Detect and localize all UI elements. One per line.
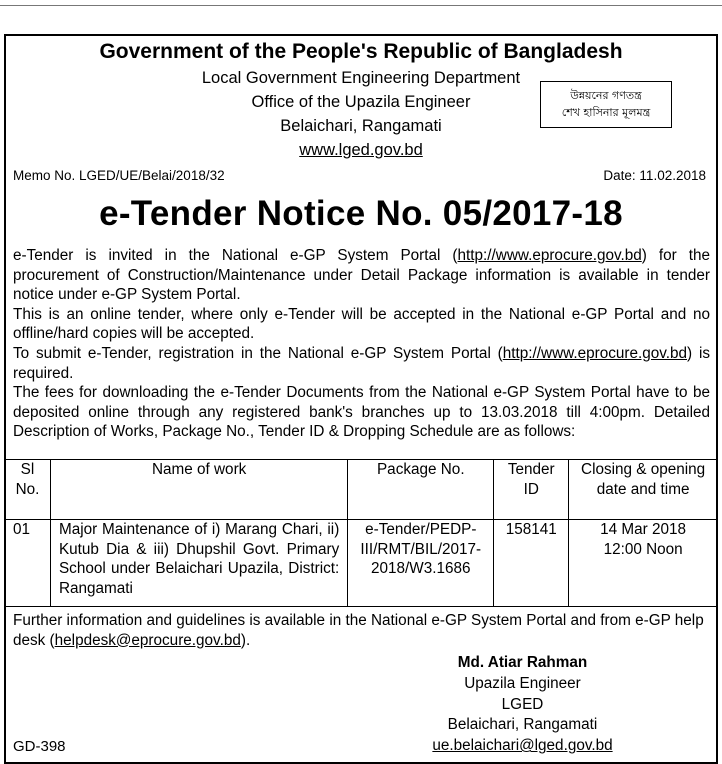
- notice-body: [13, 246, 710, 442]
- header-tender-id: Tender ID: [494, 460, 569, 520]
- table-row: [5, 520, 718, 607]
- paragraph-2: This is an online tender, where only e-Tender will be accepted in the National e-GP Portal and no offline/hard copies will be accepted.: [13, 305, 710, 343]
- slogan-line-2: শেখ হাসিনার মূলমন্ত্র: [561, 106, 651, 119]
- office-location: Belaichari, Rangamati: [280, 117, 442, 135]
- government-title: Government of the People's Republic of Bangladesh: [99, 40, 623, 63]
- notice-date: Date: 11.02.2018: [603, 168, 706, 183]
- signatory-email-link[interactable]: ue.belaichari@lged.gov.bd: [432, 737, 613, 755]
- slogan-line-1: উন্নয়নের গণতন্ত্র: [570, 89, 642, 102]
- paragraph-1: e-Tender is invited in the National e-GP System Portal (http://www.eprocure.gov.bd) for the procurement of Construction/Maintenance under Detail Package information is available in tender notice under e-GP System Portal.: [13, 247, 710, 304]
- slogan-box: [540, 81, 672, 128]
- gd-number: GD-398: [13, 738, 66, 755]
- department-name: Local Government Engineering Department: [201, 69, 521, 87]
- signatory-name: Md. Atiar Rahman: [457, 654, 588, 671]
- cell-work: Major Maintenance of i) Marang Chari, ii) Kutub Dia & iii) Dhupshil Govt. Primary School under Belaichari Upazila, District: Rangamati: [50, 520, 347, 607]
- notice-title: e-Tender Notice No. 05/2017-18: [99, 194, 623, 233]
- header-work: Name of work: [50, 460, 347, 520]
- header-sl: Sl No.: [5, 460, 51, 520]
- further-info: Further information and guidelines is available in the National e-GP System Portal and from e-GP help desk (helpdesk@eprocure.gov.bd).: [13, 612, 704, 649]
- office-name: Office of the Upazila Engineer: [251, 93, 471, 111]
- cell-closing-date: 14 Mar 2018 12:00 Noon: [569, 520, 718, 607]
- signatory-location: Belaichari, Rangamati: [447, 716, 598, 734]
- paragraph-4: The fees for downloading the e-Tender Documents from the National e-GP System Portal have to be deposited online through any registered bank's branches up to 13.03.2018 till 4:00pm. Detailed Description of Works, Package No., Tender ID & Dropping Schedule are as follows:: [13, 384, 710, 441]
- eprocure-link[interactable]: http://www.eprocure.gov.bd: [502, 344, 688, 362]
- signature-block: [400, 653, 645, 757]
- cell-tender-id: 158141: [494, 520, 569, 607]
- paragraph-3: To submit e-Tender, registration in the National e-GP System Portal (http://www.eprocure.gov.bd) is required.: [13, 344, 710, 382]
- signatory-org: LGED: [501, 695, 544, 713]
- website-link[interactable]: www.lged.gov.bd: [299, 141, 423, 159]
- table-header-row: [5, 460, 718, 520]
- cell-package: e-Tender/PEDP-III/RMT/BIL/2017-2018/W3.1686: [348, 520, 494, 607]
- memo-number: Memo No. LGED/UE/Belai/2018/32: [13, 168, 225, 183]
- tender-table: [4, 459, 718, 607]
- cell-sl: 01: [5, 520, 51, 607]
- eprocure-link[interactable]: http://www.eprocure.gov.bd: [457, 247, 642, 264]
- header-closing-date: Closing & opening date and time: [569, 460, 718, 520]
- top-rule: [0, 5, 722, 6]
- header-package: Package No.: [348, 460, 494, 520]
- signatory-title: Upazila Engineer: [464, 674, 581, 692]
- helpdesk-email-link[interactable]: helpdesk@eprocure.gov.bd: [54, 631, 241, 649]
- website-line: [0, 141, 722, 160]
